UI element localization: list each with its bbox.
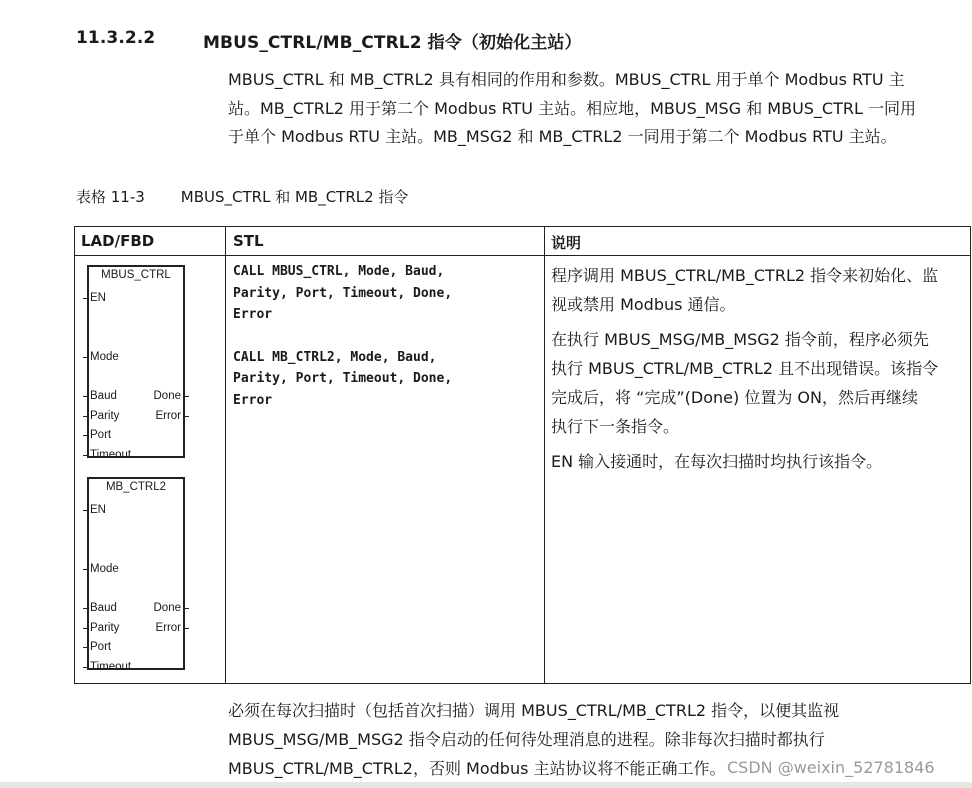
pin-done: Done [153, 602, 181, 614]
stl-line: Error [233, 307, 273, 322]
intro-paragraph [228, 66, 964, 152]
table-caption [76, 186, 408, 207]
description-line: EN 输入接通时，在每次扫描时均执行该指令。 [551, 452, 883, 471]
description-line: 执行下一条指令。 [551, 417, 680, 436]
function-block-mb-ctrl2 [87, 477, 185, 673]
description-paragraph [551, 447, 969, 476]
stl-line: CALL MBUS_CTRL, Mode, Baud, [233, 264, 445, 279]
stl-block [233, 347, 543, 412]
description-line: 完成后，将 “完成”(Done) 位置为 ON，然后再继续 [551, 388, 918, 407]
section-title: MBUS_CTRL/MB_CTRL2 指令（初始化主站） [203, 33, 582, 53]
intro-line: MBUS_CTRL 和 MB_CTRL2 具有相同的作用和参数。MBUS_CTRL 用于单个 Modbus RTU 主 [228, 70, 905, 89]
block-title: MB_CTRL2 [105, 481, 167, 493]
pin-en: EN [90, 504, 106, 516]
stl-block [233, 261, 543, 326]
pin-done: Done [153, 390, 181, 402]
pin-stub [183, 416, 189, 417]
pin-stub [83, 435, 89, 436]
description-text [551, 261, 969, 482]
pin-timeout: Timeout [90, 661, 132, 673]
outro-line: MBUS_MSG/MB_MSG2 指令启动的任何待处理消息的进程。除非每次扫描时都执行 [228, 730, 825, 749]
column-divider [225, 227, 226, 683]
pin-parity: Parity [90, 410, 120, 422]
block-title: MBUS_CTRL [101, 269, 171, 281]
stl-line: Error [233, 392, 273, 408]
description-paragraph [551, 261, 969, 319]
pin-stub [83, 298, 89, 299]
pin-parity: Parity [90, 622, 120, 634]
pin-stub [83, 628, 89, 629]
pin-stub [83, 510, 89, 511]
pin-stub [83, 396, 89, 397]
pin-stub [83, 357, 89, 358]
pin-error: Error [155, 410, 181, 422]
pin-baud: Baud [90, 602, 117, 614]
pin-stub [83, 667, 89, 668]
table-caption-label: 表格 11-3 [76, 188, 145, 206]
outro-line: 必须在每次扫描时（包括首次扫描）调用 MBUS_CTRL/MB_CTRL2 指令，以便其监视 [228, 701, 840, 720]
pin-en: EN [90, 292, 106, 304]
instruction-table [74, 226, 971, 684]
stl-line: Parity, Port, Timeout, Done, [233, 285, 453, 301]
description-line: 执行 MBUS_CTRL/MB_CTRL2 且不出现错误。该指令 [551, 359, 939, 378]
watermark: CSDN @weixin_52781846 [727, 758, 935, 777]
header-stl: STL [233, 232, 264, 250]
pin-port: Port [90, 641, 112, 653]
pin-stub [83, 569, 89, 570]
stl-line: CALL MB_CTRL2, Mode, Baud, [233, 349, 437, 365]
header-divider [75, 255, 970, 256]
description-line: 程序调用 MBUS_CTRL/MB_CTRL2 指令来初始化、监 [551, 266, 939, 285]
description-line: 在执行 MBUS_MSG/MB_MSG2 指令前，程序必须先 [551, 330, 929, 349]
intro-line: 于单个 Modbus RTU 主站。MB_MSG2 和 MB_CTRL2 一同用于第二个 Modbus RTU 主站。 [228, 127, 897, 146]
section-number: 11.3.2.2 [76, 28, 156, 48]
pin-stub [83, 455, 89, 456]
intro-line: 站。MB_CTRL2 用于第二个 Modbus RTU 主站。相应地，MBUS_MSG 和 MBUS_CTRL 一同用 [228, 98, 916, 118]
pin-mode: Mode [90, 563, 119, 575]
stl-line: Parity, Port, Timeout, Done, [233, 371, 453, 386]
column-divider [544, 227, 545, 683]
pin-baud: Baud [90, 390, 117, 402]
table-caption-text: MBUS_CTRL 和 MB_CTRL2 指令 [180, 188, 409, 206]
pin-stub [183, 608, 189, 609]
description-paragraph [551, 325, 969, 441]
function-block-mbus-ctrl [87, 265, 185, 461]
pin-timeout: Timeout [90, 449, 132, 461]
pin-mode: Mode [90, 351, 119, 363]
pin-stub [83, 647, 89, 648]
header-lad-fbd: LAD/FBD [81, 232, 155, 250]
description-line: 视或禁用 Modbus 通信。 [551, 295, 736, 314]
stl-code [233, 261, 543, 432]
bottom-scroll-strip [0, 782, 972, 788]
header-description: 说明 [551, 234, 582, 252]
pin-stub [183, 628, 189, 629]
pin-port: Port [90, 429, 112, 441]
pin-stub [183, 396, 189, 397]
pin-stub [83, 608, 89, 609]
pin-stub [83, 416, 89, 417]
pin-error: Error [155, 622, 181, 634]
outro-line: MBUS_CTRL/MB_CTRL2，否则 Modbus 主站协议将不能正确工作。 [228, 759, 726, 778]
